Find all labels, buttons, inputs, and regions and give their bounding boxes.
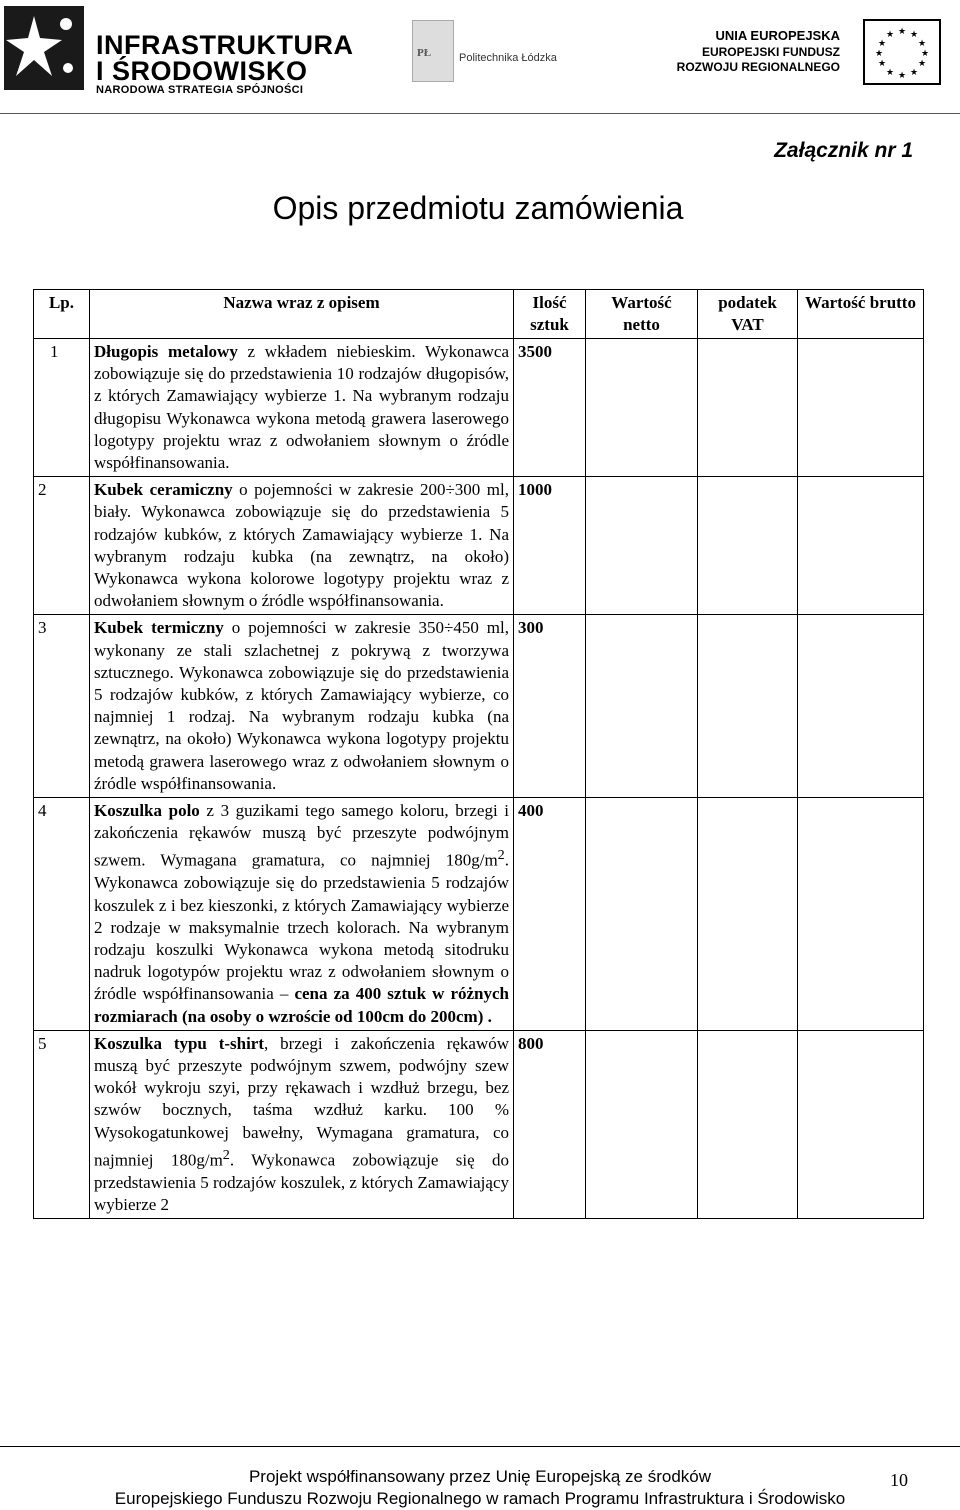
svg-text:★: ★ [885, 29, 895, 39]
eu-logo-line-2: EUROPEJSKI FUNDUSZ [701, 45, 840, 59]
row-gross-value [798, 798, 924, 1031]
annex-label: Załącznik nr 1 [774, 139, 913, 162]
svg-text:★: ★ [897, 26, 907, 36]
row-gross-value [798, 615, 924, 798]
svg-text:★: ★ [885, 67, 895, 77]
row-lp: 1 [34, 339, 90, 477]
svg-text:★: ★ [917, 58, 927, 68]
row-quantity: 800 [514, 1030, 586, 1218]
row-quantity: 1000 [514, 477, 586, 615]
footer-line-1: Projekt współfinansowany przez Unię Europejską ze środków [248, 1467, 712, 1486]
university-emblem-icon: PŁ [412, 20, 454, 82]
row-vat [698, 477, 798, 615]
svg-text:★: ★ [877, 38, 887, 48]
row-gross-value [798, 477, 924, 615]
logo-line-2: I ŚRODOWISKO [96, 56, 308, 86]
col-header-qty: Ilość sztuk [514, 290, 586, 339]
eu-logo-line-3: ROZWOJU REGIONALNEGO [676, 60, 840, 74]
footer-divider [0, 1446, 960, 1447]
col-header-vat: podatek VAT [698, 290, 798, 339]
page-footer [60, 1466, 900, 1510]
row-net-value [586, 1030, 698, 1218]
table-row [34, 1030, 924, 1218]
col-header-name: Nazwa wraz z opisem [90, 290, 514, 339]
col-header-gross: Wartość brutto [798, 290, 924, 339]
row-description: Kubek termiczny o pojemności w zakresie 350÷450 ml, wykonany ze stali szlachetnej z pokrywą z tworzywa sztucznego. Wykonawca zobowiązuje się do przedstawienia 5 rodzajów kubków, z których Zamawiający wybierze, co najmniej 1 rodzaj. Na wybranym rodzaju kubka (na zewnątrz, na około) Wykonawca wykona logotypy projektu metodą grawera laserowego wraz z odwołaniem słownym o źródle współfinansowania. [90, 615, 514, 798]
table-row [34, 615, 924, 798]
table-row [34, 339, 924, 477]
row-quantity: 3500 [514, 339, 586, 477]
row-lp: 2 [34, 477, 90, 615]
row-vat [698, 339, 798, 477]
row-net-value [586, 339, 698, 477]
svg-text:★: ★ [909, 67, 919, 77]
svg-text:★: ★ [917, 38, 927, 48]
footer-line-2: Europejskiego Funduszu Rozwoju Regionalnego w ramach Programu Infrastruktura i Środowisko [114, 1489, 846, 1508]
order-table [33, 289, 924, 1219]
row-gross-value [798, 1030, 924, 1218]
row-lp: 5 [34, 1030, 90, 1218]
logo-line-1: INFRASTRUKTURA [96, 30, 354, 60]
row-description: Koszulka typu t-shirt, brzegi i zakończenia rękawów muszą być przeszyte podwójnym szwem, podwójny szew wokół wykroju szyi, przy rękawach i wzdłuż brzegu, bez szwów bocznych, taśma wzdłuż karku. 100 % Wysokogatunkowej bawełny, Wymagana gramatura, co najmniej $180g/m^2$. Wykonawca zobowiązuje się do przedstawienia 5 rodzajów koszulek, z których Zamawiający wybierze 2 [90, 1030, 514, 1218]
page-title: Opis przedmiotu zamówienia [272, 190, 684, 226]
row-vat [698, 798, 798, 1031]
table-row [34, 798, 924, 1031]
svg-text:★: ★ [897, 70, 907, 80]
row-description: Koszulka polo z 3 guzikami tego samego koloru, brzegi i zakończenia rękawów muszą być przeszyte podwójnym szwem. Wymagana gramatura, co najmniej $180g/m^2$. Wykonawca zobowiązuje się do przedstawienia 5 rodzajów koszulek z i bez kieszonki, z których Zamawiający wybierze 2 rodzaje w maksymalnie trzech kolorach. Na wybranym rodzaju koszulki Wykonawca wykona metodą sitodruku nadruk logotypów projektu wraz z odwołaniem słownym o źródle współfinansowania – cena za 400 sztuk w różnych rozmiarach (na osoby o wzroście od 100cm do 200cm) . [90, 798, 514, 1031]
politechnika-logo [412, 20, 582, 80]
svg-text:★: ★ [877, 58, 887, 68]
eu-logo-line-1: UNIA EUROPEJSKA [715, 28, 840, 43]
svg-text:★: ★ [920, 48, 930, 58]
row-net-value [586, 798, 698, 1031]
logo-line-3: NARODOWA STRATEGIA SPÓJNOŚCI [96, 84, 304, 96]
row-vat [698, 1030, 798, 1218]
eu-flag-icon [863, 19, 941, 85]
page-number: 10 [890, 1470, 908, 1490]
row-vat [698, 615, 798, 798]
col-header-lp: Lp. [34, 290, 90, 339]
row-lp: 3 [34, 615, 90, 798]
row-quantity: 300 [514, 615, 586, 798]
row-description: Długopis metalowy z wkładem niebieskim. Wykonawca zobowiązuje się do przedstawienia 10 rodzajów długopisów, z których Zamawiający wybierze 1. Na wybranym rodzaju długopisu Wykonawca wykona metodą grawera laserowego logotypy projektu wraz z odwołaniem słownym o źródle współfinansowania. [90, 339, 514, 477]
col-header-net: Wartość netto [586, 290, 698, 339]
row-quantity: 400 [514, 798, 586, 1031]
svg-text:★: ★ [909, 29, 919, 39]
header-divider [0, 113, 960, 114]
row-gross-value [798, 339, 924, 477]
page-header [0, 0, 960, 96]
university-name: Politechnika Łódzka [459, 52, 557, 64]
row-lp: 4 [34, 798, 90, 1031]
eu-logo [676, 14, 950, 84]
infrastruktura-logo [4, 6, 354, 96]
svg-text:★: ★ [874, 48, 884, 58]
table-header-row [34, 290, 924, 339]
star-logo-icon [4, 6, 84, 90]
row-net-value [586, 615, 698, 798]
table-row [34, 477, 924, 615]
row-description: Kubek ceramiczny o pojemności w zakresie 200÷300 ml, biały. Wykonawca zobowiązuje się do przedstawienia 5 rodzajów kubków, z których Zamawiający wybierze 1. Na wybranym rodzaju kubka (na zewnątrz, na około) Wykonawca wykona kolorowe logotypy projektu wraz z odwołaniem słownym o źródle współfinansowania. [90, 477, 514, 615]
row-net-value [586, 477, 698, 615]
